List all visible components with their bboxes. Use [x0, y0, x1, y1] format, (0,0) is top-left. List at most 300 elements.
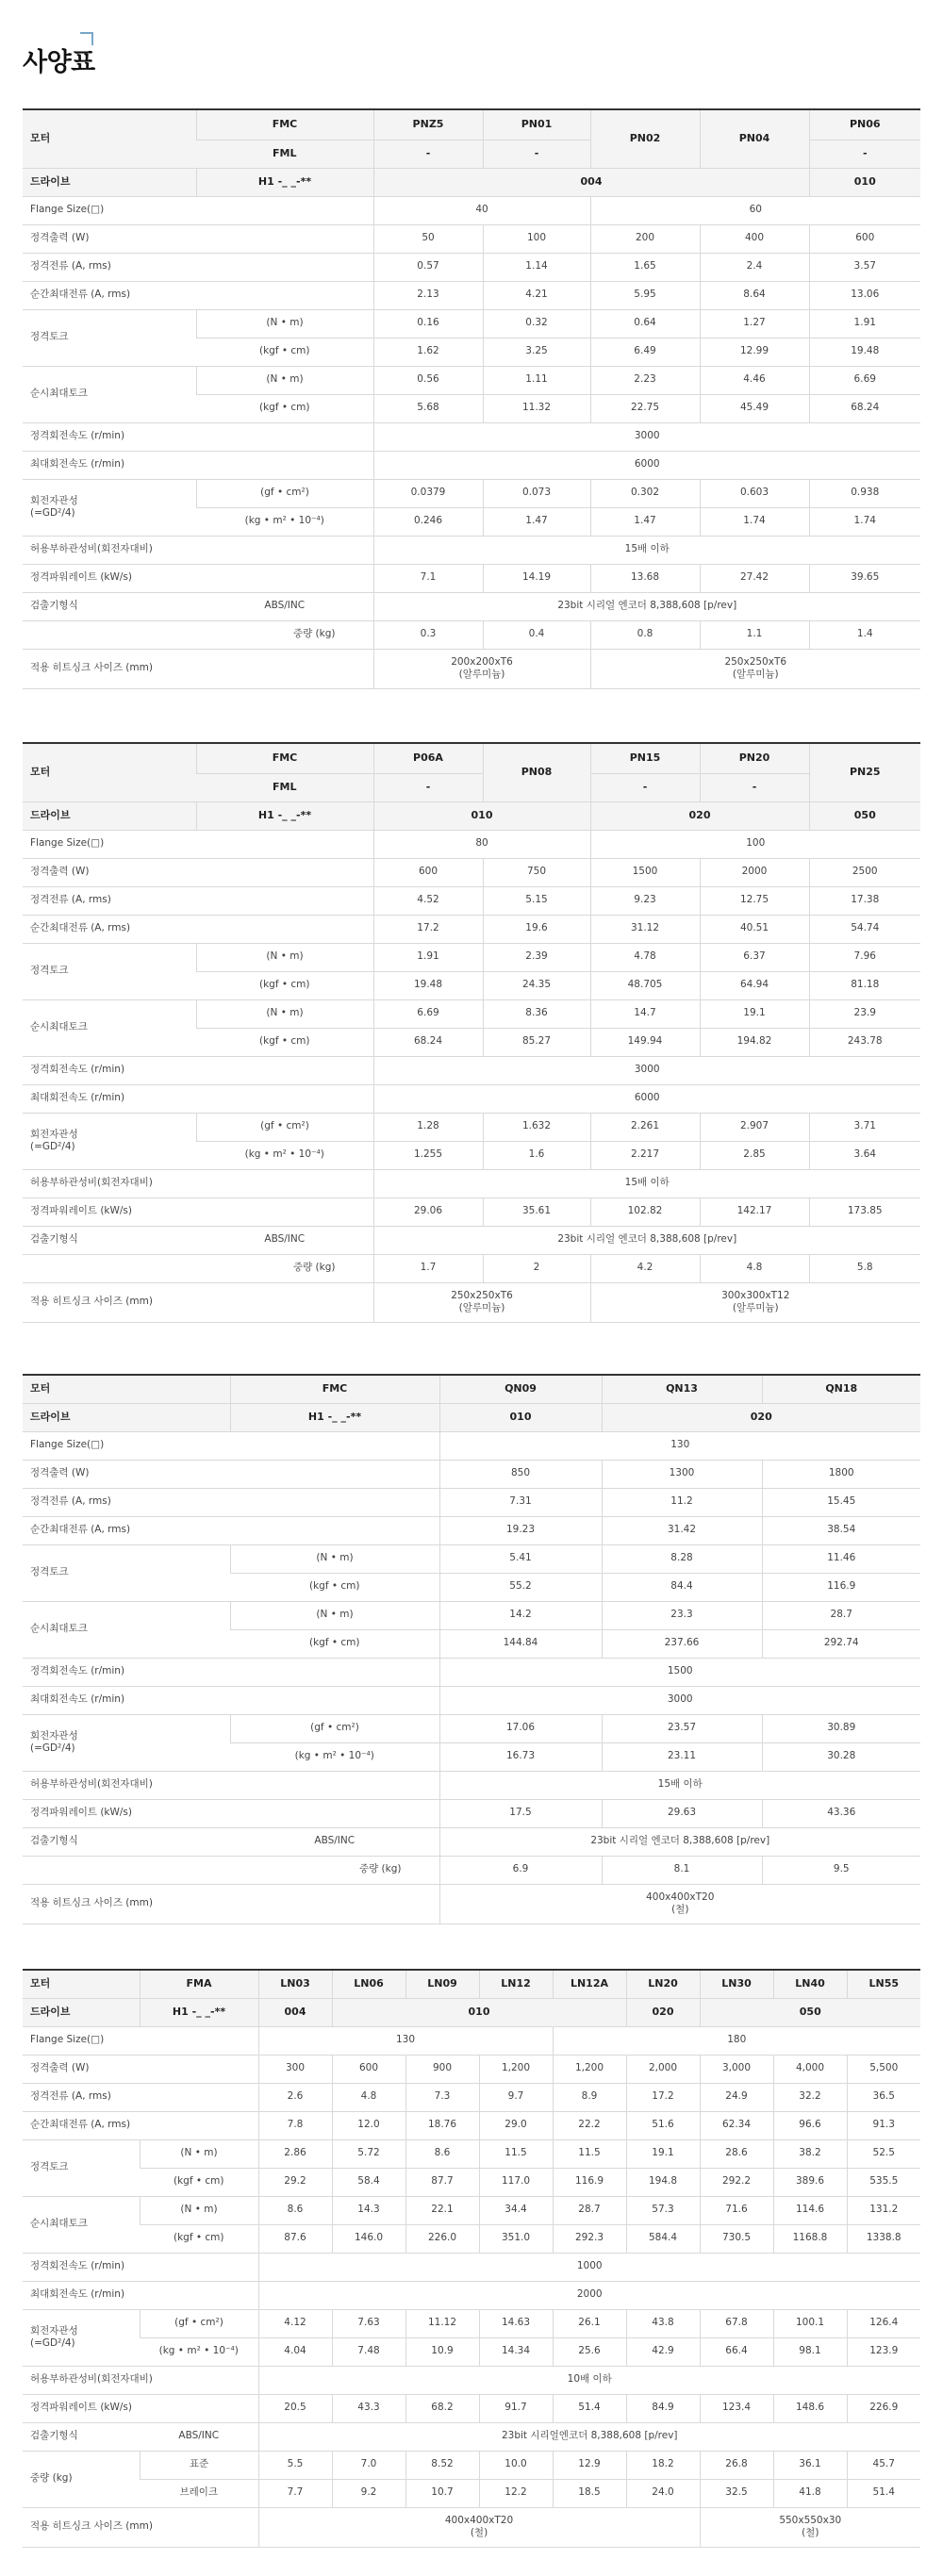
inertia-label-line: (=GD²/4): [30, 507, 75, 519]
cell: 7.48: [332, 2337, 405, 2366]
flange-value: 100: [590, 830, 920, 858]
cell: 226.9: [847, 2394, 920, 2422]
cell: 2.13: [373, 281, 483, 309]
model-header: LN12: [479, 1970, 553, 1998]
inertia-label-line: 회전자관성: [30, 1128, 78, 1140]
fml-value: -: [700, 773, 809, 801]
cell: 68.2: [405, 2394, 479, 2422]
cell: 3,000: [700, 2055, 773, 2083]
cell: 600: [332, 2055, 405, 2083]
unit-label: (kg • m² • 10⁻⁴): [140, 2337, 258, 2366]
cell: 87.7: [405, 2168, 479, 2196]
cell: 117.0: [479, 2168, 553, 2196]
cell: 91.7: [479, 2394, 553, 2422]
cell: 1.47: [483, 507, 590, 536]
unit-label: (N • m): [230, 1601, 439, 1629]
cell: 43.3: [332, 2394, 405, 2422]
cell: 39.65: [809, 564, 920, 592]
series-fml: FML: [196, 140, 373, 168]
load-inertia-label: 허용부하관성비(회전자대비): [23, 1771, 439, 1799]
cell: 8.64: [700, 281, 809, 309]
cell: 4.21: [483, 281, 590, 309]
model-header: P06A: [373, 743, 483, 773]
cell: 114.6: [773, 2196, 847, 2224]
rated-speed-label: 정격회전속도 (r/min): [23, 1658, 439, 1686]
cell: 389.6: [773, 2168, 847, 2196]
fml-value: -: [809, 140, 920, 168]
heatsink-cell: [258, 2507, 700, 2547]
weight-label: 중량 (kg): [23, 620, 373, 649]
cell: 600: [373, 858, 483, 886]
cell: 23.57: [602, 1714, 762, 1742]
cell: 10.7: [405, 2479, 479, 2507]
cell: 1.7: [373, 1254, 483, 1282]
cell: 23bit 시리얼엔코더 8,388,608 [p/rev]: [258, 2422, 920, 2451]
unit-label: (N • m): [140, 2139, 258, 2168]
cell: 15배 이하: [373, 1169, 920, 1197]
cell: 2.23: [590, 366, 700, 394]
cell: 3000: [439, 1686, 920, 1714]
inertia-label-line: 회전자관성: [30, 1729, 78, 1742]
rated-output-label: 정격출력 (W): [23, 2055, 258, 2083]
unit-label: (N • m): [196, 943, 373, 971]
encoder-label: 검출기형식: [23, 1226, 196, 1254]
cell: 1.91: [809, 309, 920, 338]
heatsink-size: 400x400xT20: [646, 1891, 715, 1903]
cell: 5.72: [332, 2139, 405, 2168]
motor-label: 모터: [23, 1970, 140, 1998]
cell: 24.35: [483, 971, 590, 999]
cell: 5.8: [809, 1254, 920, 1282]
model-header: PN06: [809, 109, 920, 140]
cell: 43.36: [762, 1799, 920, 1827]
cell: 2.39: [483, 943, 590, 971]
cell: 173.85: [809, 1197, 920, 1226]
cell: 12.2: [479, 2479, 553, 2507]
unit-label: (gf • cm²): [230, 1714, 439, 1742]
corner-bracket-icon: [74, 32, 93, 51]
cell: 7.63: [332, 2309, 405, 2337]
cell: 15배 이하: [373, 536, 920, 564]
unit-label: (kg • m² • 10⁻⁴): [230, 1742, 439, 1771]
cell: 13.06: [809, 281, 920, 309]
rated-torque-label: 정격토크: [23, 1544, 230, 1601]
cell: 0.57: [373, 253, 483, 281]
cell: 71.6: [700, 2196, 773, 2224]
cell: 0.56: [373, 366, 483, 394]
cell: 32.5: [700, 2479, 773, 2507]
cell: 0.603: [700, 479, 809, 507]
flange-value: 40: [373, 196, 590, 224]
cell: 29.2: [258, 2168, 332, 2196]
cell: 81.18: [809, 971, 920, 999]
unit-label: (kg • m² • 10⁻⁴): [196, 1141, 373, 1169]
drive-model: H1 -_ _-**: [196, 168, 373, 196]
cell: 0.64: [590, 309, 700, 338]
cell: 2.85: [700, 1141, 809, 1169]
model-header: LN30: [700, 1970, 773, 1998]
fml-value: -: [483, 140, 590, 168]
cell: 850: [439, 1460, 602, 1488]
cell: 23bit 시리얼 엔코더 8,388,608 [p/rev]: [373, 1226, 920, 1254]
cell: 45.7: [847, 2451, 920, 2479]
cell: 40.51: [700, 915, 809, 943]
cell: 1.91: [373, 943, 483, 971]
flange-label: Flange Size(□): [23, 196, 373, 224]
cell: 5.41: [439, 1544, 602, 1573]
cell: 7.0: [332, 2451, 405, 2479]
flange-value: 130: [439, 1431, 920, 1460]
cell: 535.5: [847, 2168, 920, 2196]
inertia-label: [23, 1714, 230, 1771]
cell: 1,200: [553, 2055, 626, 2083]
peak-torque-label: 순시최대토크: [23, 2196, 140, 2253]
heatsink-cell: [439, 1884, 920, 1924]
flange-label: Flange Size(□): [23, 1431, 439, 1460]
cell: 584.4: [626, 2224, 700, 2253]
cell: 2.4: [700, 253, 809, 281]
cell: 19.1: [626, 2139, 700, 2168]
rated-current-label: 정격전류 (A, rms): [23, 2083, 258, 2111]
cell: 11.5: [479, 2139, 553, 2168]
cell: 12.75: [700, 886, 809, 915]
cell: 194.82: [700, 1028, 809, 1056]
drive-value: 050: [700, 1998, 920, 2026]
cell: 2.261: [590, 1113, 700, 1141]
unit-label: (gf • cm²): [196, 1113, 373, 1141]
cell: 31.12: [590, 915, 700, 943]
cell: 1.28: [373, 1113, 483, 1141]
cell: 0.302: [590, 479, 700, 507]
cell: 750: [483, 858, 590, 886]
cell: 36.5: [847, 2083, 920, 2111]
cell: 237.66: [602, 1629, 762, 1658]
cell: 4.12: [258, 2309, 332, 2337]
cell: 30.89: [762, 1714, 920, 1742]
cell: 38.54: [762, 1516, 920, 1544]
cell: 23bit 시리얼 엔코더 8,388,608 [p/rev]: [439, 1827, 920, 1856]
heatsink-cell: [373, 1282, 590, 1322]
cell: 144.84: [439, 1629, 602, 1658]
spec-table-2: [23, 742, 920, 1323]
cell: 34.4: [479, 2196, 553, 2224]
model-header: PN01: [483, 109, 590, 140]
flange-label: Flange Size(□): [23, 830, 373, 858]
rated-speed-label: 정격회전속도 (r/min): [23, 422, 373, 451]
cell: 22.75: [590, 394, 700, 422]
cell: 14.34: [479, 2337, 553, 2366]
cell: 146.0: [332, 2224, 405, 2253]
drive-value: 010: [809, 168, 920, 196]
drive-value: 010: [373, 801, 590, 830]
cell: 10.0: [479, 2451, 553, 2479]
cell: 1.14: [483, 253, 590, 281]
unit-label: (N • m): [196, 366, 373, 394]
heatsink-material: (알루미늄): [458, 1302, 505, 1313]
drive-label: 드라이브: [23, 1403, 230, 1431]
cell: 131.2: [847, 2196, 920, 2224]
cell: 8.6: [405, 2139, 479, 2168]
page-title: 사양표: [23, 48, 95, 77]
model-header: PN04: [700, 109, 809, 168]
heatsink-material: (철): [470, 2527, 488, 2538]
cell: 7.96: [809, 943, 920, 971]
peak-torque-label: 순시최대토크: [23, 1601, 230, 1658]
unit-label: (kgf • cm): [196, 394, 373, 422]
cell: 2.907: [700, 1113, 809, 1141]
heatsink-material: (알루미늄): [732, 1302, 779, 1313]
cell: 9.2: [332, 2479, 405, 2507]
heatsink-material: (철): [671, 1904, 689, 1915]
drive-value: 020: [590, 801, 809, 830]
heatsink-label: 적용 히트싱크 사이즈 (mm): [23, 2507, 258, 2547]
drive-model: H1 -_ _-**: [140, 1998, 258, 2026]
cell: 25.6: [553, 2337, 626, 2366]
heatsink-material: (알루미늄): [458, 669, 505, 680]
fml-value: -: [590, 773, 700, 801]
cell: 32.2: [773, 2083, 847, 2111]
model-header: LN40: [773, 1970, 847, 1998]
cell: 50: [373, 224, 483, 253]
flange-value: 60: [590, 196, 920, 224]
cell: 100.1: [773, 2309, 847, 2337]
cell: 0.3: [373, 620, 483, 649]
cell: 31.42: [602, 1516, 762, 1544]
cell: 52.5: [847, 2139, 920, 2168]
cell: 22.1: [405, 2196, 479, 2224]
cell: 42.9: [626, 2337, 700, 2366]
cell: 9.7: [479, 2083, 553, 2111]
rated-output-label: 정격출력 (W): [23, 224, 373, 253]
cell: 17.38: [809, 886, 920, 915]
encoder-label: 검출기형식: [23, 2422, 140, 2451]
cell: 6000: [373, 451, 920, 479]
cell: 84.9: [626, 2394, 700, 2422]
model-header: LN03: [258, 1970, 332, 1998]
cell: 11.46: [762, 1544, 920, 1573]
cell: 1.47: [590, 507, 700, 536]
rated-speed-label: 정격회전속도 (r/min): [23, 2253, 258, 2281]
cell: 55.2: [439, 1573, 602, 1601]
cell: 48.705: [590, 971, 700, 999]
heatsink-size: 200x200xT6: [451, 655, 513, 668]
cell: 11.12: [405, 2309, 479, 2337]
flange-value: 180: [553, 2026, 920, 2055]
cell: 7.3: [405, 2083, 479, 2111]
cell: 0.0379: [373, 479, 483, 507]
unit-label: (kgf • cm): [196, 971, 373, 999]
unit-label: (N • m): [230, 1544, 439, 1573]
cell: 23bit 시리얼 엔코더 8,388,608 [p/rev]: [373, 592, 920, 620]
cell: 14.7: [590, 999, 700, 1028]
cell: 66.4: [700, 2337, 773, 2366]
cell: 6.49: [590, 338, 700, 366]
spec-table-4: [23, 1969, 920, 2548]
cell: 123.4: [700, 2394, 773, 2422]
rated-torque-label: 정격토크: [23, 2139, 140, 2196]
rated-current-label: 정격전류 (A, rms): [23, 253, 373, 281]
cell: 84.4: [602, 1573, 762, 1601]
unit-label: (gf • cm²): [196, 479, 373, 507]
encoder-type: ABS/INC: [140, 2422, 258, 2451]
drive-value: 004: [258, 1998, 332, 2026]
peak-torque-label: 순시최대토크: [23, 366, 196, 422]
cell: 11.5: [553, 2139, 626, 2168]
cell: 58.4: [332, 2168, 405, 2196]
cell: 28.6: [700, 2139, 773, 2168]
cell: 17.5: [439, 1799, 602, 1827]
encoder-type: ABS/INC: [196, 1226, 373, 1254]
cell: 6.37: [700, 943, 809, 971]
cell: 1500: [590, 858, 700, 886]
cell: 10배 이하: [258, 2366, 920, 2394]
cell: 51.4: [847, 2479, 920, 2507]
series-fma: FMA: [140, 1970, 258, 1998]
cell: 3.64: [809, 1141, 920, 1169]
cell: 2,000: [626, 2055, 700, 2083]
rated-current-label: 정격전류 (A, rms): [23, 886, 373, 915]
cell: 8.6: [258, 2196, 332, 2224]
heatsink-cell: [373, 649, 590, 688]
drive-model: H1 -_ _-**: [196, 801, 373, 830]
fml-value: -: [373, 773, 483, 801]
cell: 0.073: [483, 479, 590, 507]
cell: 292.74: [762, 1629, 920, 1658]
drive-model: H1 -_ _-**: [230, 1403, 439, 1431]
model-header: PNZ5: [373, 109, 483, 140]
drive-value: 004: [373, 168, 809, 196]
cell: 4.8: [700, 1254, 809, 1282]
cell: 26.8: [700, 2451, 773, 2479]
encoder-type: ABS/INC: [230, 1827, 439, 1856]
cell: 10.9: [405, 2337, 479, 2366]
cell: 5.68: [373, 394, 483, 422]
peak-current-label: 순간최대전류 (A, rms): [23, 1516, 439, 1544]
unit-label: (kgf • cm): [196, 338, 373, 366]
cell: 51.6: [626, 2111, 700, 2139]
heatsink-cell: [700, 2507, 920, 2547]
cell: 8.28: [602, 1544, 762, 1573]
cell: 6.69: [809, 366, 920, 394]
cell: 0.16: [373, 309, 483, 338]
cell: 730.5: [700, 2224, 773, 2253]
cell: 64.94: [700, 971, 809, 999]
cell: 16.73: [439, 1742, 602, 1771]
heatsink-material: (철): [802, 2527, 819, 2538]
inertia-label-line: 회전자관성: [30, 494, 78, 506]
cell: 1.62: [373, 338, 483, 366]
cell: 9.23: [590, 886, 700, 915]
cell: 23.11: [602, 1742, 762, 1771]
cell: 200: [590, 224, 700, 253]
cell: 7.1: [373, 564, 483, 592]
cell: 2.217: [590, 1141, 700, 1169]
cell: 1.27: [700, 309, 809, 338]
cell: 7.8: [258, 2111, 332, 2139]
power-rate-label: 정격파워레이트 (kW/s): [23, 1197, 373, 1226]
cell: 62.34: [700, 2111, 773, 2139]
cell: 194.8: [626, 2168, 700, 2196]
load-inertia-label: 허용부하관성비(회전자대비): [23, 1169, 373, 1197]
cell: 8.9: [553, 2083, 626, 2111]
heatsink-size: 550x550x30: [779, 2514, 842, 2526]
cell: 0.246: [373, 507, 483, 536]
cell: 600: [809, 224, 920, 253]
cell: 2000: [700, 858, 809, 886]
series-fmc: FMC: [230, 1375, 439, 1403]
cell: 91.3: [847, 2111, 920, 2139]
cell: 18.2: [626, 2451, 700, 2479]
weight-label: 중량 (kg): [23, 2451, 140, 2507]
motor-label: 모터: [23, 109, 196, 168]
cell: 900: [405, 2055, 479, 2083]
cell: 24.9: [700, 2083, 773, 2111]
cell: 1168.8: [773, 2224, 847, 2253]
heatsink-label: 적용 히트싱크 사이즈 (mm): [23, 1282, 373, 1322]
cell: 142.17: [700, 1197, 809, 1226]
heatsink-size: 300x300xT12: [721, 1289, 790, 1301]
cell: 5,500: [847, 2055, 920, 2083]
model-header: LN06: [332, 1970, 405, 1998]
series-fml: FML: [196, 773, 373, 801]
cell: 26.1: [553, 2309, 626, 2337]
cell: 226.0: [405, 2224, 479, 2253]
cell: 116.9: [762, 1573, 920, 1601]
max-speed-label: 최대회전속도 (r/min): [23, 2281, 258, 2309]
drive-label: 드라이브: [23, 801, 196, 830]
cell: 12.9: [553, 2451, 626, 2479]
flange-value: 130: [258, 2026, 553, 2055]
cell: 100: [483, 224, 590, 253]
flange-value: 80: [373, 830, 590, 858]
cell: 5.5: [258, 2451, 332, 2479]
drive-label: 드라이브: [23, 168, 196, 196]
cell: 6000: [373, 1084, 920, 1113]
unit-label: (kg • m² • 10⁻⁴): [196, 507, 373, 536]
model-header: QN13: [602, 1375, 762, 1403]
max-speed-label: 최대회전속도 (r/min): [23, 1686, 439, 1714]
power-rate-label: 정격파워레이트 (kW/s): [23, 2394, 258, 2422]
cell: 12.99: [700, 338, 809, 366]
peak-current-label: 순간최대전류 (A, rms): [23, 915, 373, 943]
cell: 23.3: [602, 1601, 762, 1629]
cell: 292.3: [553, 2224, 626, 2253]
rated-current-label: 정격전류 (A, rms): [23, 1488, 439, 1516]
cell: 292.2: [700, 2168, 773, 2196]
model-header: LN09: [405, 1970, 479, 1998]
cell: 19.48: [373, 971, 483, 999]
series-fmc: FMC: [196, 109, 373, 140]
cell: 1.11: [483, 366, 590, 394]
cell: 1.6: [483, 1141, 590, 1169]
cell: 28.7: [762, 1601, 920, 1629]
cell: 102.82: [590, 1197, 700, 1226]
cell: 1300: [602, 1460, 762, 1488]
cell: 41.8: [773, 2479, 847, 2507]
power-rate-label: 정격파워레이트 (kW/s): [23, 1799, 439, 1827]
max-speed-label: 최대회전속도 (r/min): [23, 1084, 373, 1113]
unit-label: (gf • cm²): [140, 2309, 258, 2337]
series-fmc: FMC: [196, 743, 373, 773]
motor-label: 모터: [23, 1375, 230, 1403]
cell: 24.0: [626, 2479, 700, 2507]
cell: 13.68: [590, 564, 700, 592]
cell: 96.6: [773, 2111, 847, 2139]
inertia-label-line: (=GD²/4): [30, 1742, 75, 1754]
cell: 126.4: [847, 2309, 920, 2337]
cell: 14.2: [439, 1601, 602, 1629]
cell: 87.6: [258, 2224, 332, 2253]
